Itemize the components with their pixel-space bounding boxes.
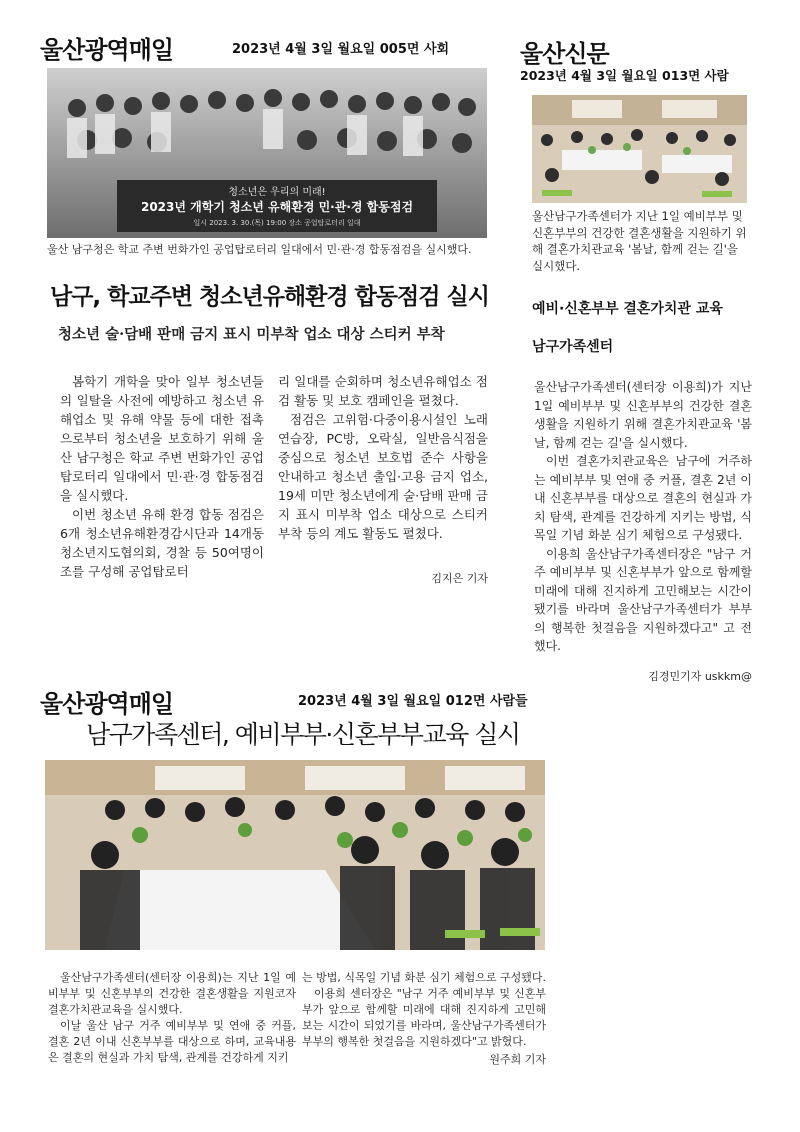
- article2-headline-2: 남구가족센터: [532, 339, 614, 355]
- article3-paragraph: 는 방법, 식목일 기념 화분 심기 체험으로 구성됐다.: [302, 971, 546, 984]
- article2-photo-caption: 울산남구가족센터가 지난 1일 예비부부 및 신혼부부의 건강한 결혼생활을 지원하기 위해 결혼가치관교육 '봄날, 함께 걷는 길'을 실시했다.: [532, 209, 747, 273]
- article1-paragraph: 봄학기 개학을 맞아 일부 청소년들의 일탈을 사전에 예방하고 청소년 유해업소 및 유해 약물 등에 대한 접촉으로부터 청소년을 보호하기 위해 울산 남구청은 학교 주변 번화가인 공업탑로터리 일대에서 민·관·경 합동점검을 실시했다.: [60, 374, 264, 503]
- article2-photo-classroom: [532, 95, 747, 203]
- article3-paragraph: 울산남구가족센터(센터장 이용희)는 지난 1일 예비부부 및 신혼부부의 건강한 결혼생활을 지원코자 결혼가치관교육을 실시했다.: [48, 971, 296, 1016]
- article1-photo-group: [47, 68, 487, 238]
- article3-column-1: [48, 970, 296, 1066]
- article2-paragraph: 이번 결혼가치관교육은 남구에 거주하는 예비부부 및 연애 중 커플, 결혼 2년 이내 신혼부부를 대상으로 결혼의 현실과 가치 탐색, 관계를 건강하게 지키는 방법, 식목일 기념 화분 심기 체험으로 구성됐다.: [534, 454, 752, 542]
- article1-column-2: [278, 372, 488, 543]
- article2-byline: 김경민기자 uskkm@: [648, 670, 752, 683]
- article2-body: [534, 378, 752, 656]
- education-photo-illustration: [45, 760, 545, 950]
- masthead-ulsan-gwangyeok-maeil-2: 울산광역매일: [40, 690, 174, 718]
- article3-paragraph: 이날 울산 남구 거주 예비부부 및 연애 중 커플, 결혼 2년 이내 신혼부부를 대상으로 하며, 교육내용은 결혼의 현실과 가치 탐색, 관계를 건강하게 지키: [48, 1019, 296, 1064]
- banner-slogan: 청소년은 우리의 미래!: [228, 187, 326, 198]
- article3-column-2: [302, 970, 546, 1050]
- banner-title: 2023년 개학기 청소년 유해환경 민·관·경 합동점검: [140, 200, 414, 214]
- article1-headline: 남구, 학교주변 청소년유해환경 합동점검 실시: [50, 284, 489, 310]
- article1-column-1: [60, 372, 264, 581]
- article2-paragraph: 이용희 울산남구가족센터장은 "남구 거주 예비부부 및 신혼부부가 앞으로 함께할 미래에 대해 진지하게 고민해보는 시간이 됐기를 바라며 울산남구가족센터가 부부의 행복한 첫걸음을 지원하겠다고" 고 전했다.: [534, 546, 752, 653]
- article3-dateline: 2023년 4월 3일 월요일 012면 사람들: [298, 694, 528, 709]
- article1-subhead: 청소년 술·담배 판매 금지 표시 미부착 업소 대상 스티커 부착: [58, 326, 445, 343]
- article3-photo-classroom: [45, 760, 545, 950]
- article2-headline-1: 예비·신혼부부 결혼가치관 교육: [532, 301, 723, 317]
- article1-paragraph: 리 일대를 순회하며 청소년유해업소 점검 활동 및 보호 캠페인을 펼쳤다.: [278, 374, 488, 408]
- classroom-photo-illustration: [532, 95, 747, 203]
- article1-paragraph: 점검은 고위험·다중이용시설인 노래연습장, PC방, 오락실, 일반음식점을 중심으로 청소년 보호법 준수 사항을 안내하고 청소년 출입·고용 금지 업소, 19세 미만 청소년에게 술·담배 판매 금지 표시 미부착 업소 대상으로 스티커 부착 등의 계도 활동도 펼쳤다.: [278, 412, 488, 541]
- article3-paragraph: 이용희 센터장은 "남구 거주 예비부부 및 신혼부부가 앞으로 함께할 미래에 대해 진지하게 고민해보는 시간이 되었기를 바라며, 울산남구가족센터가 부부의 행복한 첫걸음을 지원하겠다"고 밝혔다.: [302, 987, 546, 1048]
- article1-photo-caption: 울산 남구청은 학교 주변 번화가인 공업탑로터리 일대에서 민·관·경 합동점검을 실시했다.: [47, 243, 472, 256]
- banner-details: 일시 2023. 3. 30.(목) 19:00 장소 공업탑로터리 일대: [193, 219, 361, 227]
- article1-byline: 김지은 기자: [431, 572, 488, 585]
- article2-paragraph: 울산남구가족센터(센터장 이용희)가 지난 1일 예비부부 및 신혼부부의 건강한 결혼생활을 지원하기 위해 결혼가치관교육 '봄날, 함께 걷는 길'을 실시했다.: [534, 380, 752, 450]
- article3-headline: 남구가족센터, 예비부부·신혼부부교육 실시: [86, 720, 520, 749]
- masthead-ulsan-gwangyeok-maeil: 울산광역매일: [40, 36, 174, 64]
- article1-dateline: 2023년 4월 3일 월요일 005면 사회: [232, 42, 450, 57]
- article3-byline: 원주희 기자: [489, 1053, 546, 1066]
- article2-dateline: 2023년 4월 3일 월요일 013면 사람: [520, 68, 729, 83]
- article1-paragraph: 이번 청소년 유해 환경 합동 점검은 6개 청소년유해환경감시단과 14개동 청소년지도협의회, 경찰 등 50여명이 조를 구성해 공업탑로터: [60, 507, 264, 579]
- masthead-ulsan-sinmun: 울산신문: [520, 40, 609, 68]
